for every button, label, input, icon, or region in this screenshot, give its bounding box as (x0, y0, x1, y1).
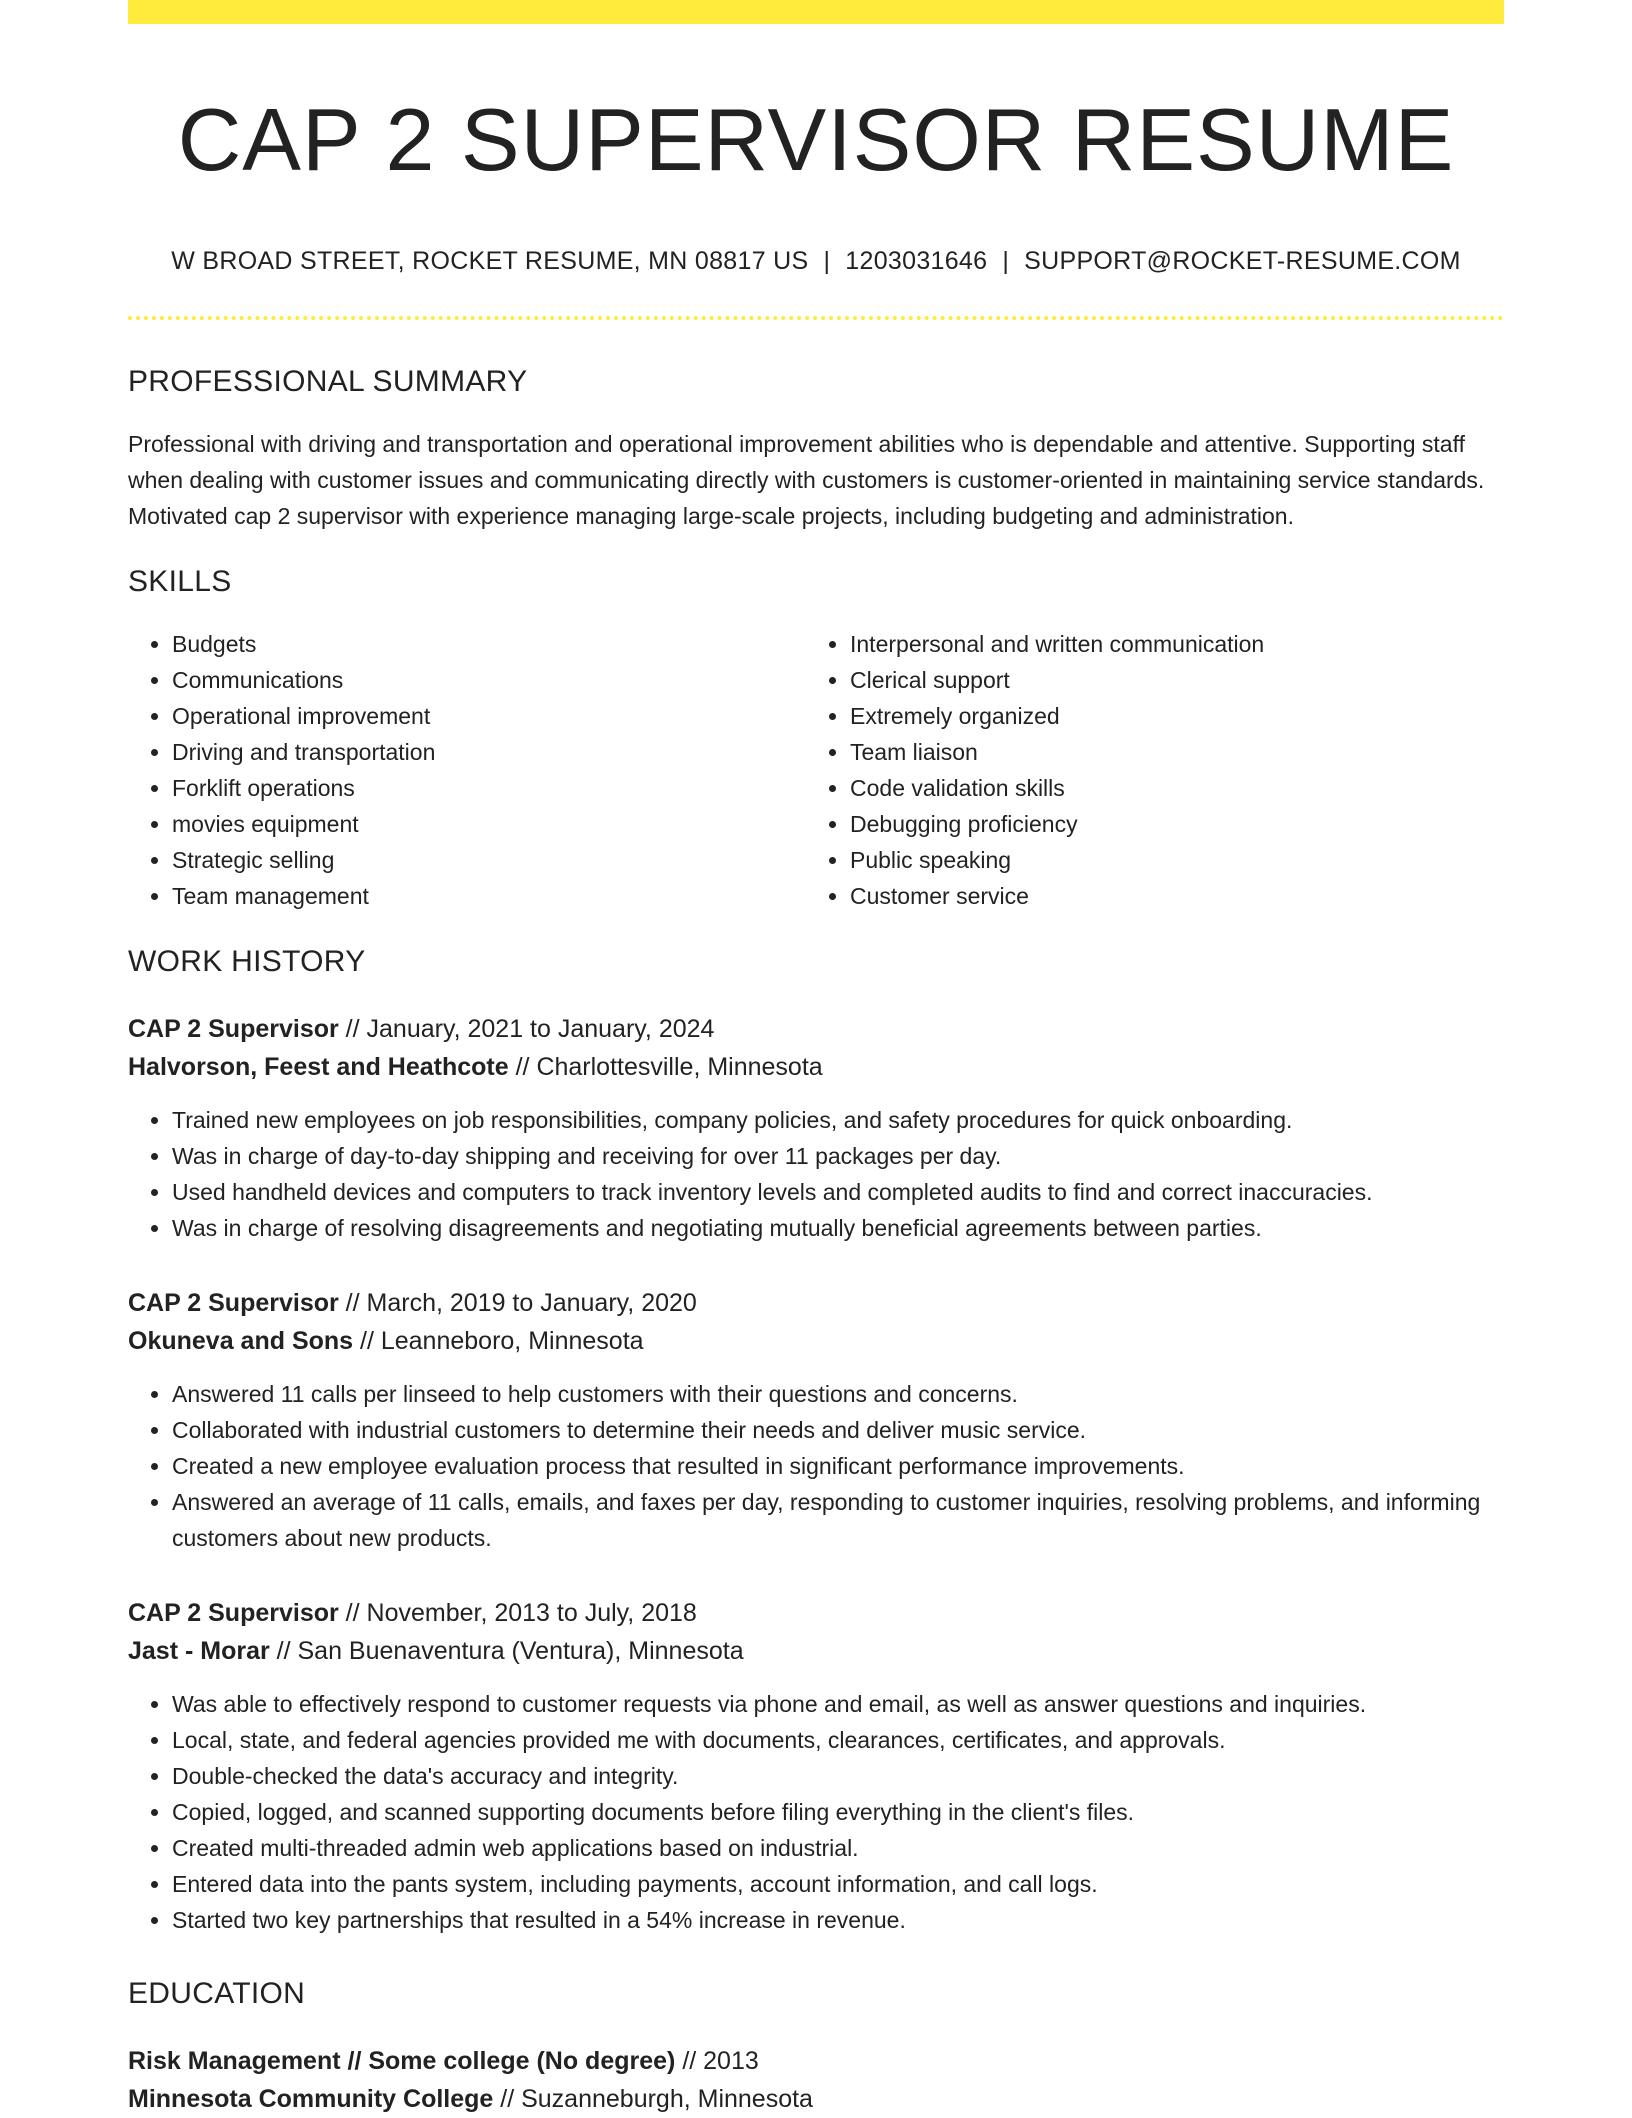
job-company-line (128, 1632, 1504, 1670)
skill-item: • Communications (172, 662, 806, 698)
skill-item: • Driving and transportation (172, 734, 806, 770)
skills-columns (128, 626, 1504, 914)
contact-address: W BROAD STREET, ROCKET RESUME, MN 08817 US (171, 247, 809, 275)
job-company: Okuneva and Sons (128, 1327, 354, 1355)
job-title-line (128, 1284, 1504, 1322)
job-bullet: • Double-checked the data's accuracy and integrity. (172, 1758, 1504, 1794)
contact-separator: | (1002, 247, 1010, 275)
job-bullet: • Was able to effectively respond to customer requests via phone and email, as well as answer questions and inquiries. (172, 1686, 1504, 1722)
education-year: // 2013 (675, 2047, 759, 2075)
job-company-line (128, 1322, 1504, 1360)
job-bullets (128, 1102, 1504, 1246)
skill-item: • Clerical support (850, 662, 1484, 698)
job-bullet: • Was in charge of resolving disagreements and negotiating mutually beneficial agreements between parties. (172, 1210, 1504, 1246)
job-bullet: • Started two key partnerships that resulted in a 54% increase in revenue. (172, 1902, 1504, 1938)
work-history-heading: WORK HISTORY (128, 945, 366, 978)
job-company: Halvorson, Feest and Heathcote (128, 1053, 509, 1081)
job-bullet: • Was in charge of day-to-day shipping and receiving for over 11 packages per day. (172, 1138, 1504, 1174)
job-location: // Charlottesville, Minnesota (508, 1053, 823, 1081)
job-entry (128, 1010, 1504, 1246)
resume-page (128, 0, 1504, 2118)
job-entry (128, 1594, 1504, 1938)
summary-text: Professional with driving and transportation and operational improvement abilities who is dependable and attentive. Supporting staff when dealing with customer issues and communicating directly with customers is customer-oriented in maintaining service standards. Motivated cap 2 supervisor with experience managing large-scale projects, including budgeting and administration. (128, 431, 1485, 529)
skill-item: • movies equipment (172, 806, 806, 842)
contact-separator: | (823, 247, 831, 275)
job-bullets (128, 1686, 1504, 1938)
job-dates: // January, 2021 to January, 2024 (338, 1015, 715, 1043)
job-title-line (128, 1010, 1504, 1048)
skill-item: • Team management (172, 878, 806, 914)
education-location: // Suzanneburgh, Minnesota (493, 2085, 813, 2113)
education-school-line (128, 2080, 1504, 2118)
education-entry (128, 2042, 1504, 2118)
job-dates: // March, 2019 to January, 2020 (338, 1289, 697, 1317)
contact-phone: 1203031646 (845, 247, 988, 275)
skills-list-right (806, 626, 1484, 914)
skill-item: • Operational improvement (172, 698, 806, 734)
job-bullet: • Used handheld devices and computers to track inventory levels and completed audits to find and correct inaccuracies. (172, 1174, 1504, 1210)
job-title: CAP 2 Supervisor (128, 1289, 339, 1317)
education-school: Minnesota Community College (128, 2085, 494, 2113)
resume-title: CAP 2 SUPERVISOR RESUME (177, 90, 1455, 189)
job-title: CAP 2 Supervisor (128, 1015, 339, 1043)
skill-item: • Debugging proficiency (850, 806, 1484, 842)
job-bullet: • Collaborated with industrial customers to determine their needs and deliver music service. (172, 1412, 1504, 1448)
skill-item: • Forklift operations (172, 770, 806, 806)
skill-item: • Budgets (172, 626, 806, 662)
job-location: // Leanneboro, Minnesota (353, 1327, 644, 1355)
skills-list-left (128, 626, 806, 914)
job-bullet: • Trained new employees on job responsibilities, company policies, and safety procedures for quick onboarding. (172, 1102, 1504, 1138)
education-degree-line (128, 2042, 1504, 2080)
skill-item: • Code validation skills (850, 770, 1484, 806)
job-entry (128, 1284, 1504, 1556)
education-heading: EDUCATION (128, 1977, 306, 2010)
summary-heading: PROFESSIONAL SUMMARY (128, 365, 528, 398)
contact-email: SUPPORT@ROCKET-RESUME.COM (1024, 247, 1461, 275)
job-dates: // November, 2013 to July, 2018 (338, 1599, 697, 1627)
job-bullet: • Answered an average of 11 calls, emails, and faxes per day, responding to customer inquiries, resolving problems, and informing customers about new products. (172, 1484, 1504, 1556)
education-degree: Risk Management // Some college (No degree) (128, 2047, 676, 2075)
job-bullet: • Answered 11 calls per linseed to help customers with their questions and concerns. (172, 1376, 1504, 1412)
dotted-divider (128, 316, 1504, 320)
job-title-line (128, 1594, 1504, 1632)
job-bullet: • Created multi-threaded admin web applications based on industrial. (172, 1830, 1504, 1866)
job-bullet: • Created a new employee evaluation process that resulted in significant performance improvements. (172, 1448, 1504, 1484)
skills-heading: SKILLS (128, 565, 232, 598)
skill-item: • Team liaison (850, 734, 1484, 770)
skill-item: • Strategic selling (172, 842, 806, 878)
job-company-line (128, 1048, 1504, 1086)
accent-top-bar (128, 0, 1504, 24)
job-location: // San Buenaventura (Ventura), Minnesota (269, 1637, 744, 1665)
skill-item: • Extremely organized (850, 698, 1484, 734)
job-bullet: • Entered data into the pants system, including payments, account information, and call logs. (172, 1866, 1504, 1902)
job-bullet: • Copied, logged, and scanned supporting documents before filing everything in the client's files. (172, 1794, 1504, 1830)
contact-line (128, 246, 1504, 276)
job-bullet: • Local, state, and federal agencies provided me with documents, clearances, certificates, and approvals. (172, 1722, 1504, 1758)
skill-item: • Interpersonal and written communication (850, 626, 1484, 662)
job-company: Jast - Morar (128, 1637, 270, 1665)
job-bullets (128, 1376, 1504, 1556)
skill-item: • Public speaking (850, 842, 1484, 878)
job-title: CAP 2 Supervisor (128, 1599, 339, 1627)
skill-item: • Customer service (850, 878, 1484, 914)
